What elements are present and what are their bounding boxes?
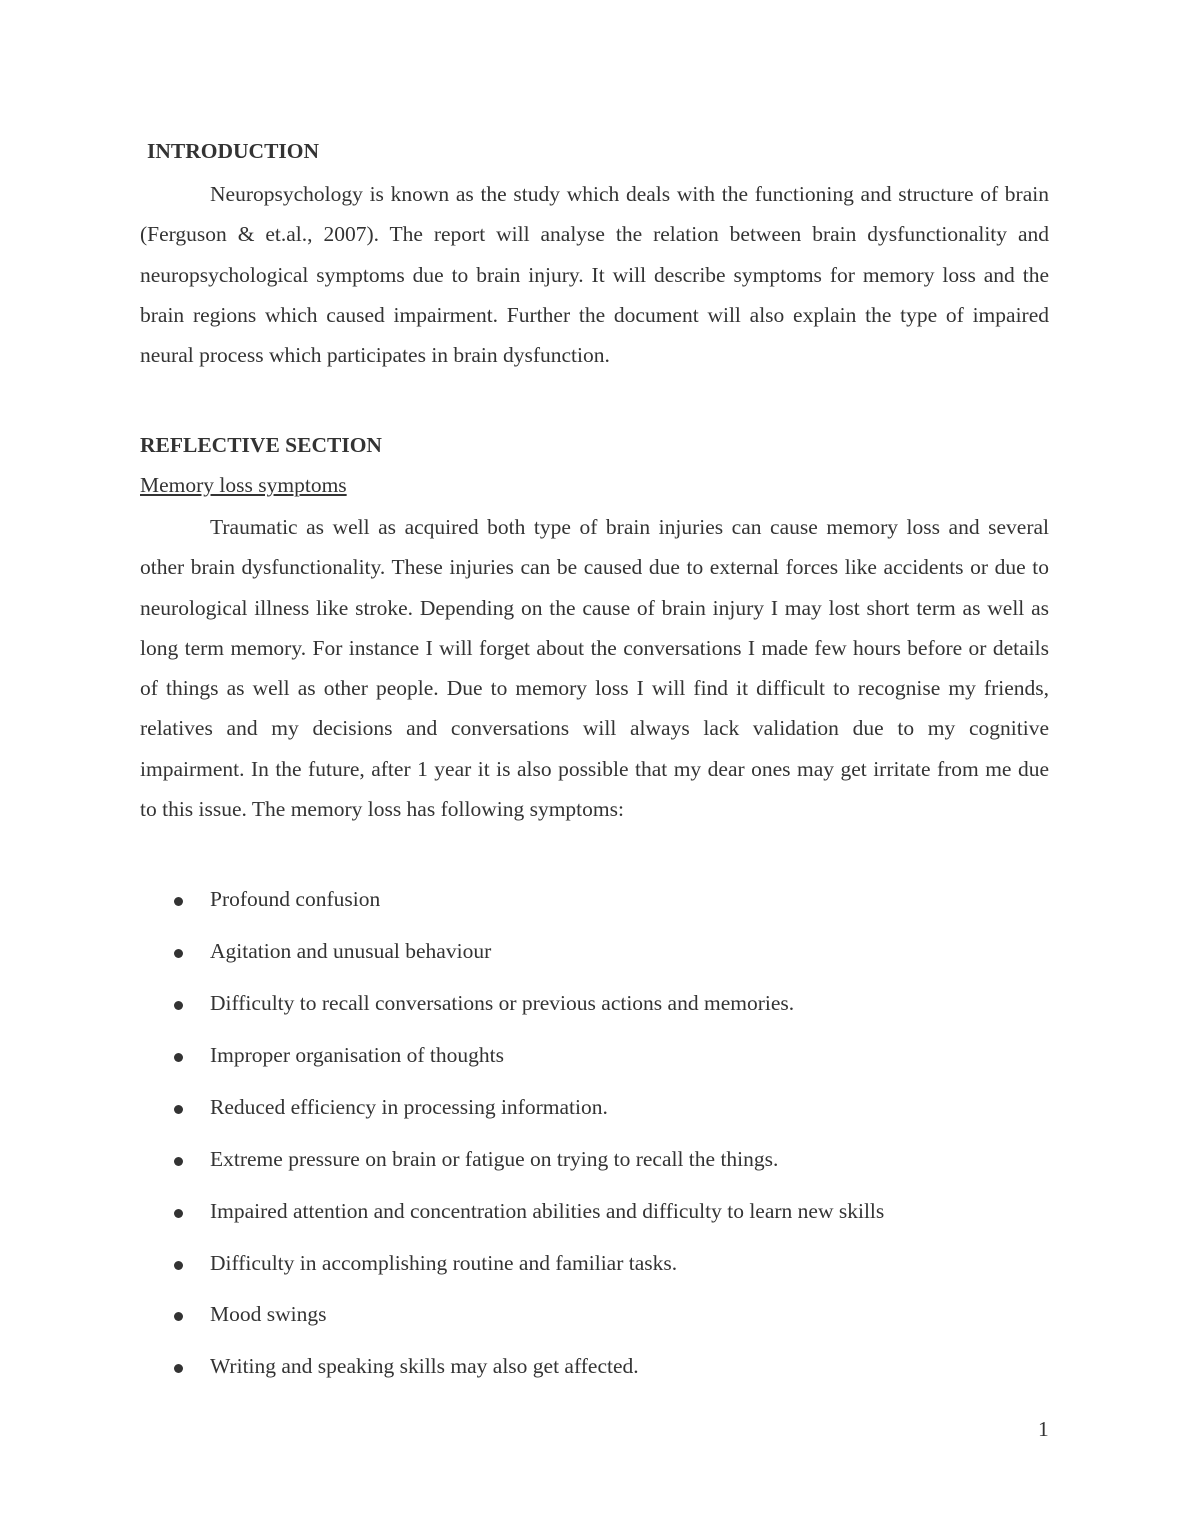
bullet-icon [174,1001,183,1010]
reflective-section-heading: REFLECTIVE SECTION [140,433,382,457]
list-item-text: Profound confusion [210,887,381,911]
bullet-icon [174,1105,183,1114]
introduction-paragraph: Neuropsychology is known as the study which deals with the functioning and structure of brain (Ferguson & et.al., 2007). The report will analyse the relation between brain dysfunctionality and neuropsychological symptoms due to brain injury. It will describe symptoms for memory loss and the brain regions which caused impairment. Further the document will also explain the type of impaired neural process which participates in brain dysfunction. [140,182,1049,368]
bullet-icon [174,1209,183,1218]
bullet-icon [174,897,183,906]
memory-loss-subheading: Memory loss symptoms [140,473,347,497]
page-number: 1 [1038,1417,1049,1441]
list-item-text: Difficulty to recall conversations or previous actions and memories. [210,991,795,1015]
bullet-icon [174,1157,183,1166]
list-item-text: Writing and speaking skills may also get affected. [210,1354,639,1378]
list-item-text: Reduced efficiency in processing information. [210,1095,608,1119]
bullet-icon [174,1312,183,1321]
bullet-icon [174,1053,183,1062]
list-item-text: Impaired attention and concentration abilities and difficulty to learn new skills [210,1199,885,1223]
bullet-icon [174,949,183,958]
bullet-icon [174,1364,183,1373]
list-item-text: Extreme pressure on brain or fatigue on trying to recall the things. [210,1147,779,1171]
list-item-text: Difficulty in accomplishing routine and familiar tasks. [210,1251,678,1275]
bullet-icon [174,1261,183,1270]
memory-loss-paragraph: Traumatic as well as acquired both type of brain injuries can cause memory loss and several other brain dysfunctionality. These injuries can be caused due to external forces like accidents or due to neurological illness like stroke. Depending on the cause of brain injury I may lost short term as well as long term memory. For instance I will forget about the conversations I made few hours before or details of things as well as other people. Due to memory loss I will find it difficult to recognise my friends, relatives and my decisions and conversations will always lack validation due to my cognitive impairment. In the future, after 1 year it is also possible that my dear ones may get irritate from me due to this issue. The memory loss has following symptoms: [140,515,1049,822]
introduction-heading: INTRODUCTION [147,139,320,163]
list-item-text: Mood swings [210,1302,327,1326]
list-item-text: Improper organisation of thoughts [210,1043,504,1067]
list-item-text: Agitation and unusual behaviour [210,939,492,963]
